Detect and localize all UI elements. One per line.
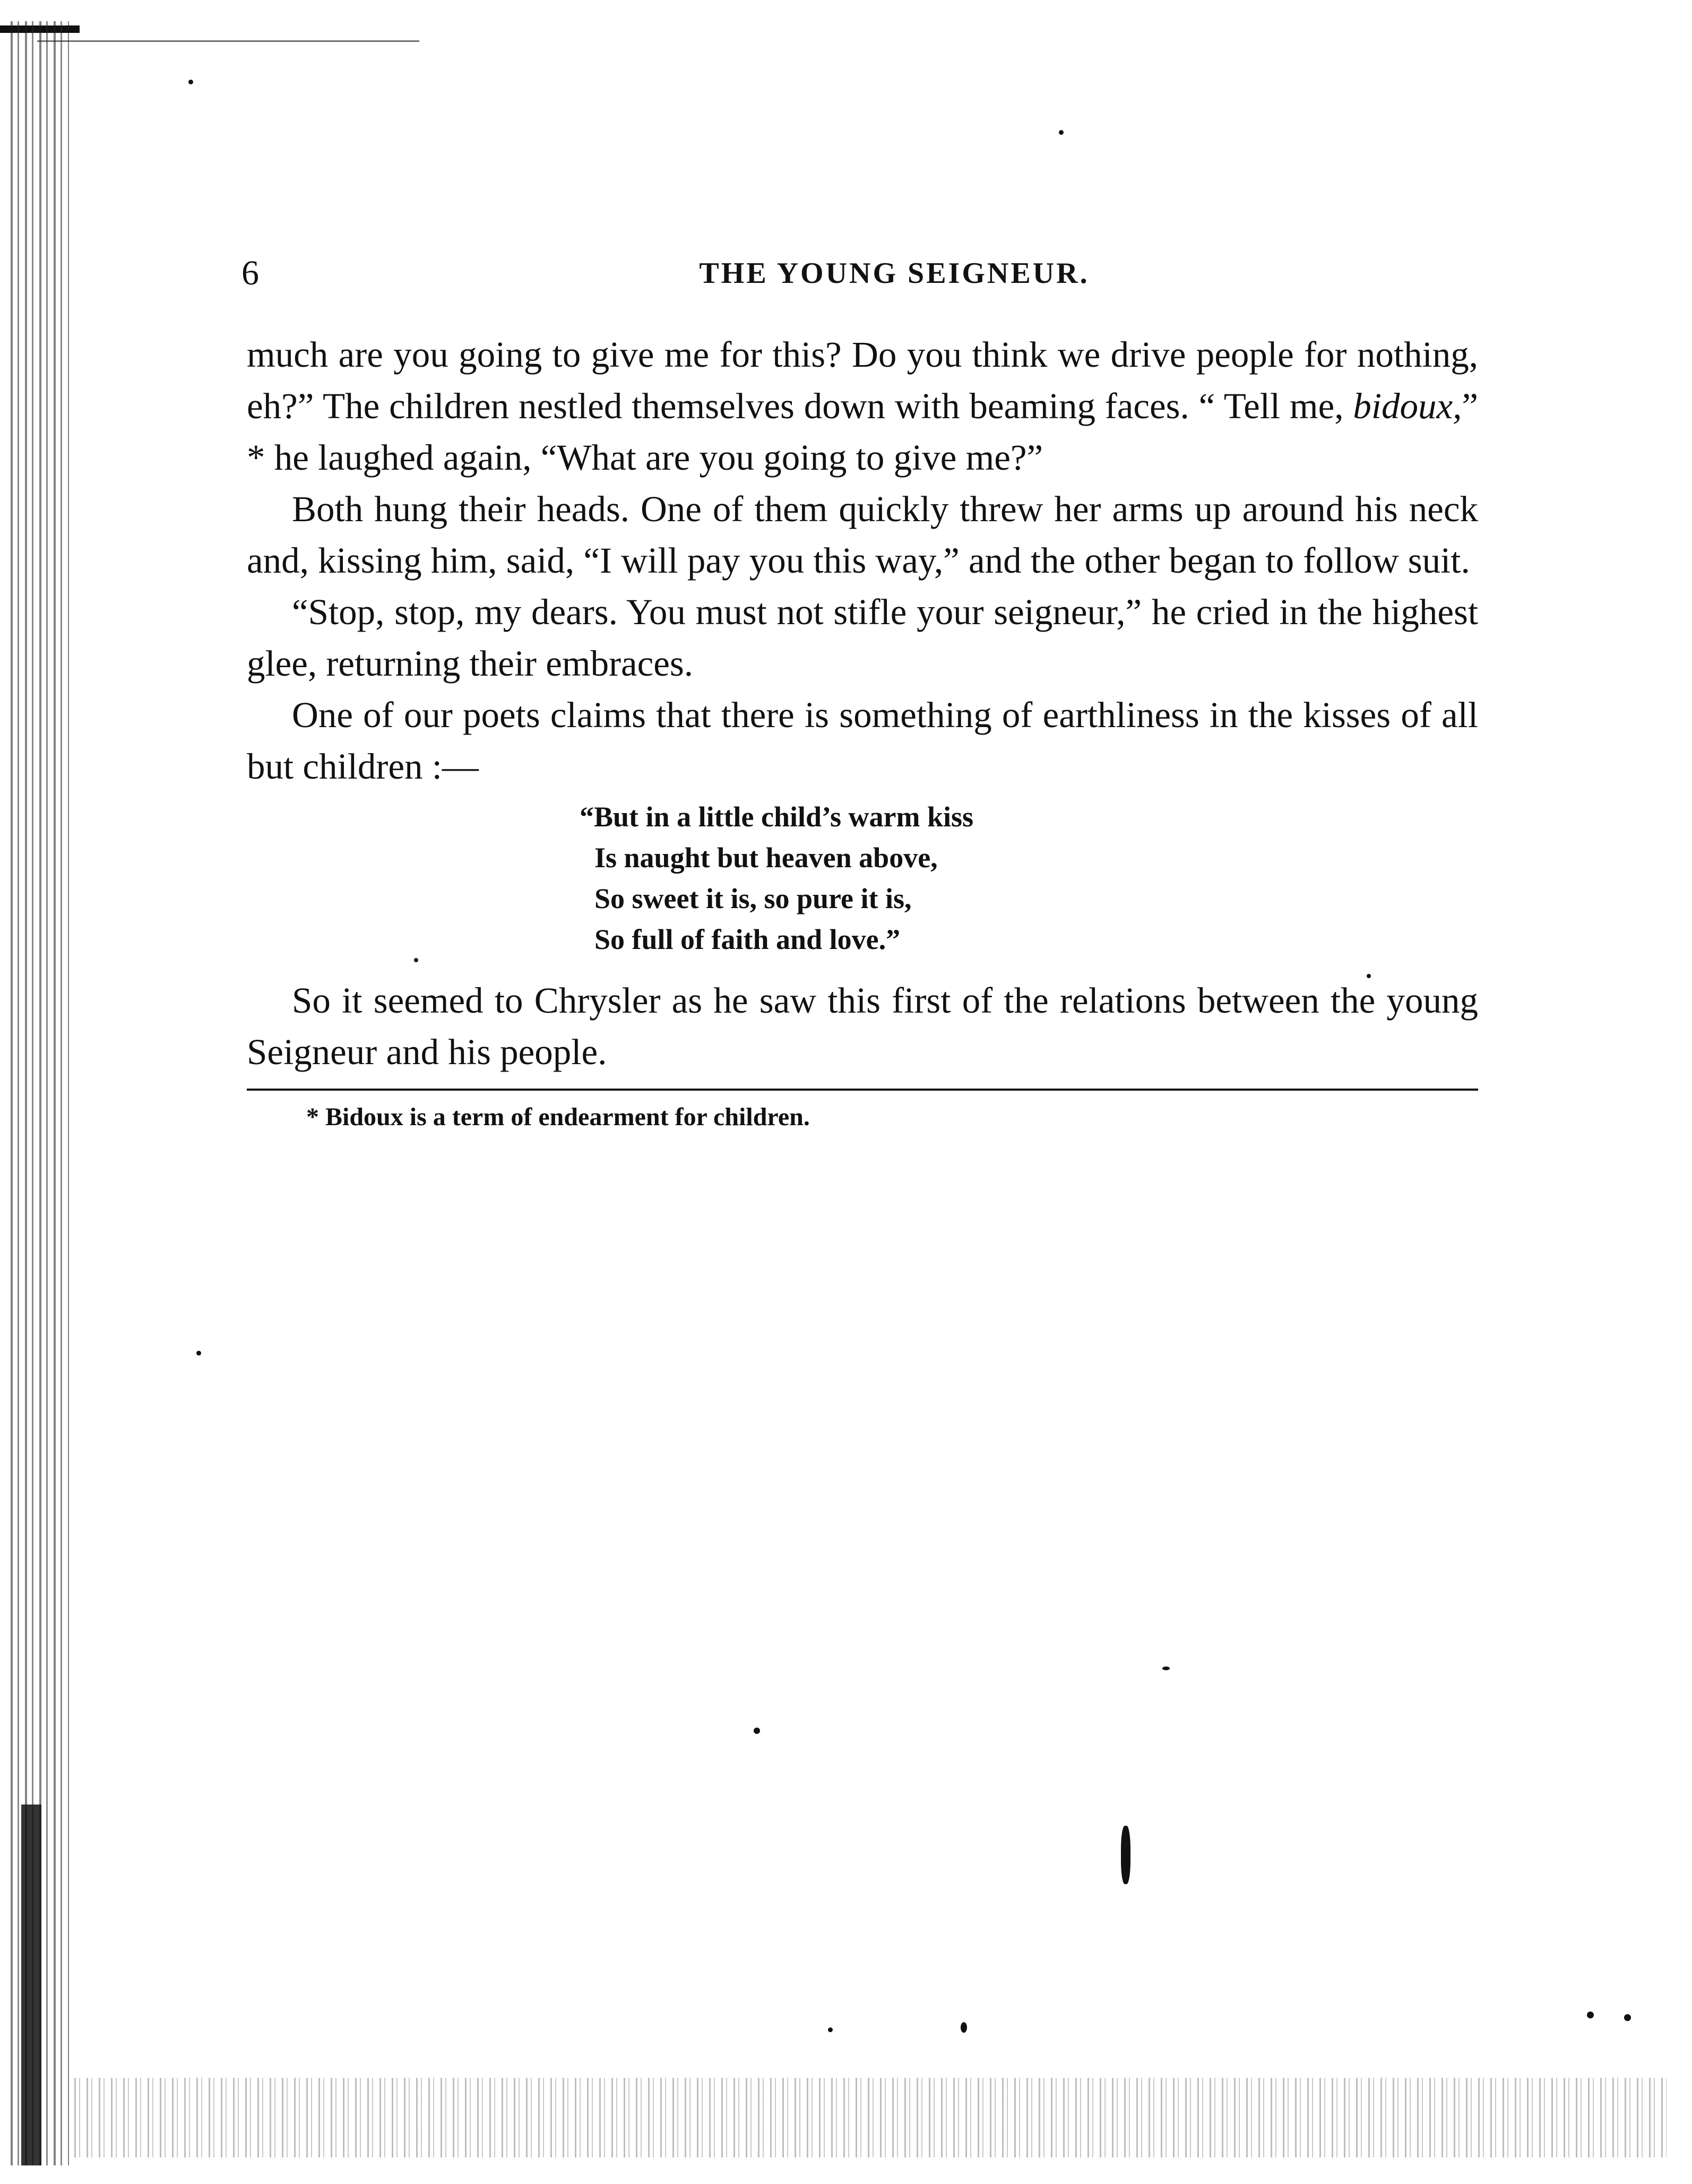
scan-speck bbox=[1059, 130, 1064, 135]
verse-line: So full of faith and love.” bbox=[594, 923, 901, 955]
text-run: Both hung their heads. One of them quickly threw her arms up around his neck and, kissing him, said, “I will pay you this way,” and the other began to follow suit. bbox=[247, 489, 1478, 581]
scan-speck bbox=[754, 1728, 760, 1734]
page-number: 6 bbox=[241, 254, 259, 292]
paragraph-3 bbox=[247, 586, 1478, 689]
scan-speck bbox=[188, 80, 193, 84]
paragraph-4 bbox=[247, 689, 1478, 792]
scan-top-rule bbox=[37, 40, 419, 42]
scan-speck bbox=[828, 2027, 833, 2032]
italic-run: bidoux, bbox=[1353, 386, 1462, 426]
scan-speck bbox=[1162, 1667, 1170, 1670]
scan-speck bbox=[1587, 2012, 1594, 2018]
verse-line: Is naught but heaven above, bbox=[594, 842, 938, 874]
verse-line: So sweet it is, so pure it is, bbox=[594, 883, 912, 914]
paragraph-2 bbox=[247, 484, 1478, 586]
text-run: One of our poets claims that there is something of earthliness in the kisses of all but children :— bbox=[247, 695, 1478, 787]
running-head bbox=[241, 249, 1489, 297]
text-run: ” * he laughed again, “What are you going to give me?” bbox=[247, 386, 1478, 478]
scan-speck bbox=[1624, 2014, 1631, 2021]
text-run: much are you going to give me for this? Do you think we drive people for nothing, eh?” The children nestled themselves down with beaming faces. “ Tell me, bbox=[247, 334, 1478, 426]
bottom-scan-noise bbox=[74, 2078, 1667, 2157]
scan-speck bbox=[196, 1351, 201, 1356]
closing-paragraph: So it seemed to Chrysler as he saw this first of the relations between the young Seigneur and his people. bbox=[247, 980, 1478, 1072]
body-text bbox=[247, 329, 1478, 1134]
footnote-divider bbox=[247, 1089, 1478, 1091]
text-run: “Stop, stop, my dears. You must not stifle your seigneur,” he cried in the highest glee, returning their embraces. bbox=[247, 592, 1478, 684]
verse-line: “But in a little child’s warm kiss bbox=[580, 801, 974, 833]
paragraph-1 bbox=[247, 329, 1478, 484]
verse-quotation bbox=[580, 797, 1478, 960]
scan-speck bbox=[1121, 1826, 1130, 1884]
scan-speck bbox=[961, 2022, 967, 2033]
binding-shadow bbox=[21, 1805, 41, 2165]
footnote: * Bidoux is a term of endearment for children. bbox=[306, 1103, 810, 1131]
running-title: THE YOUNG SEIGNEUR. bbox=[699, 257, 1090, 290]
